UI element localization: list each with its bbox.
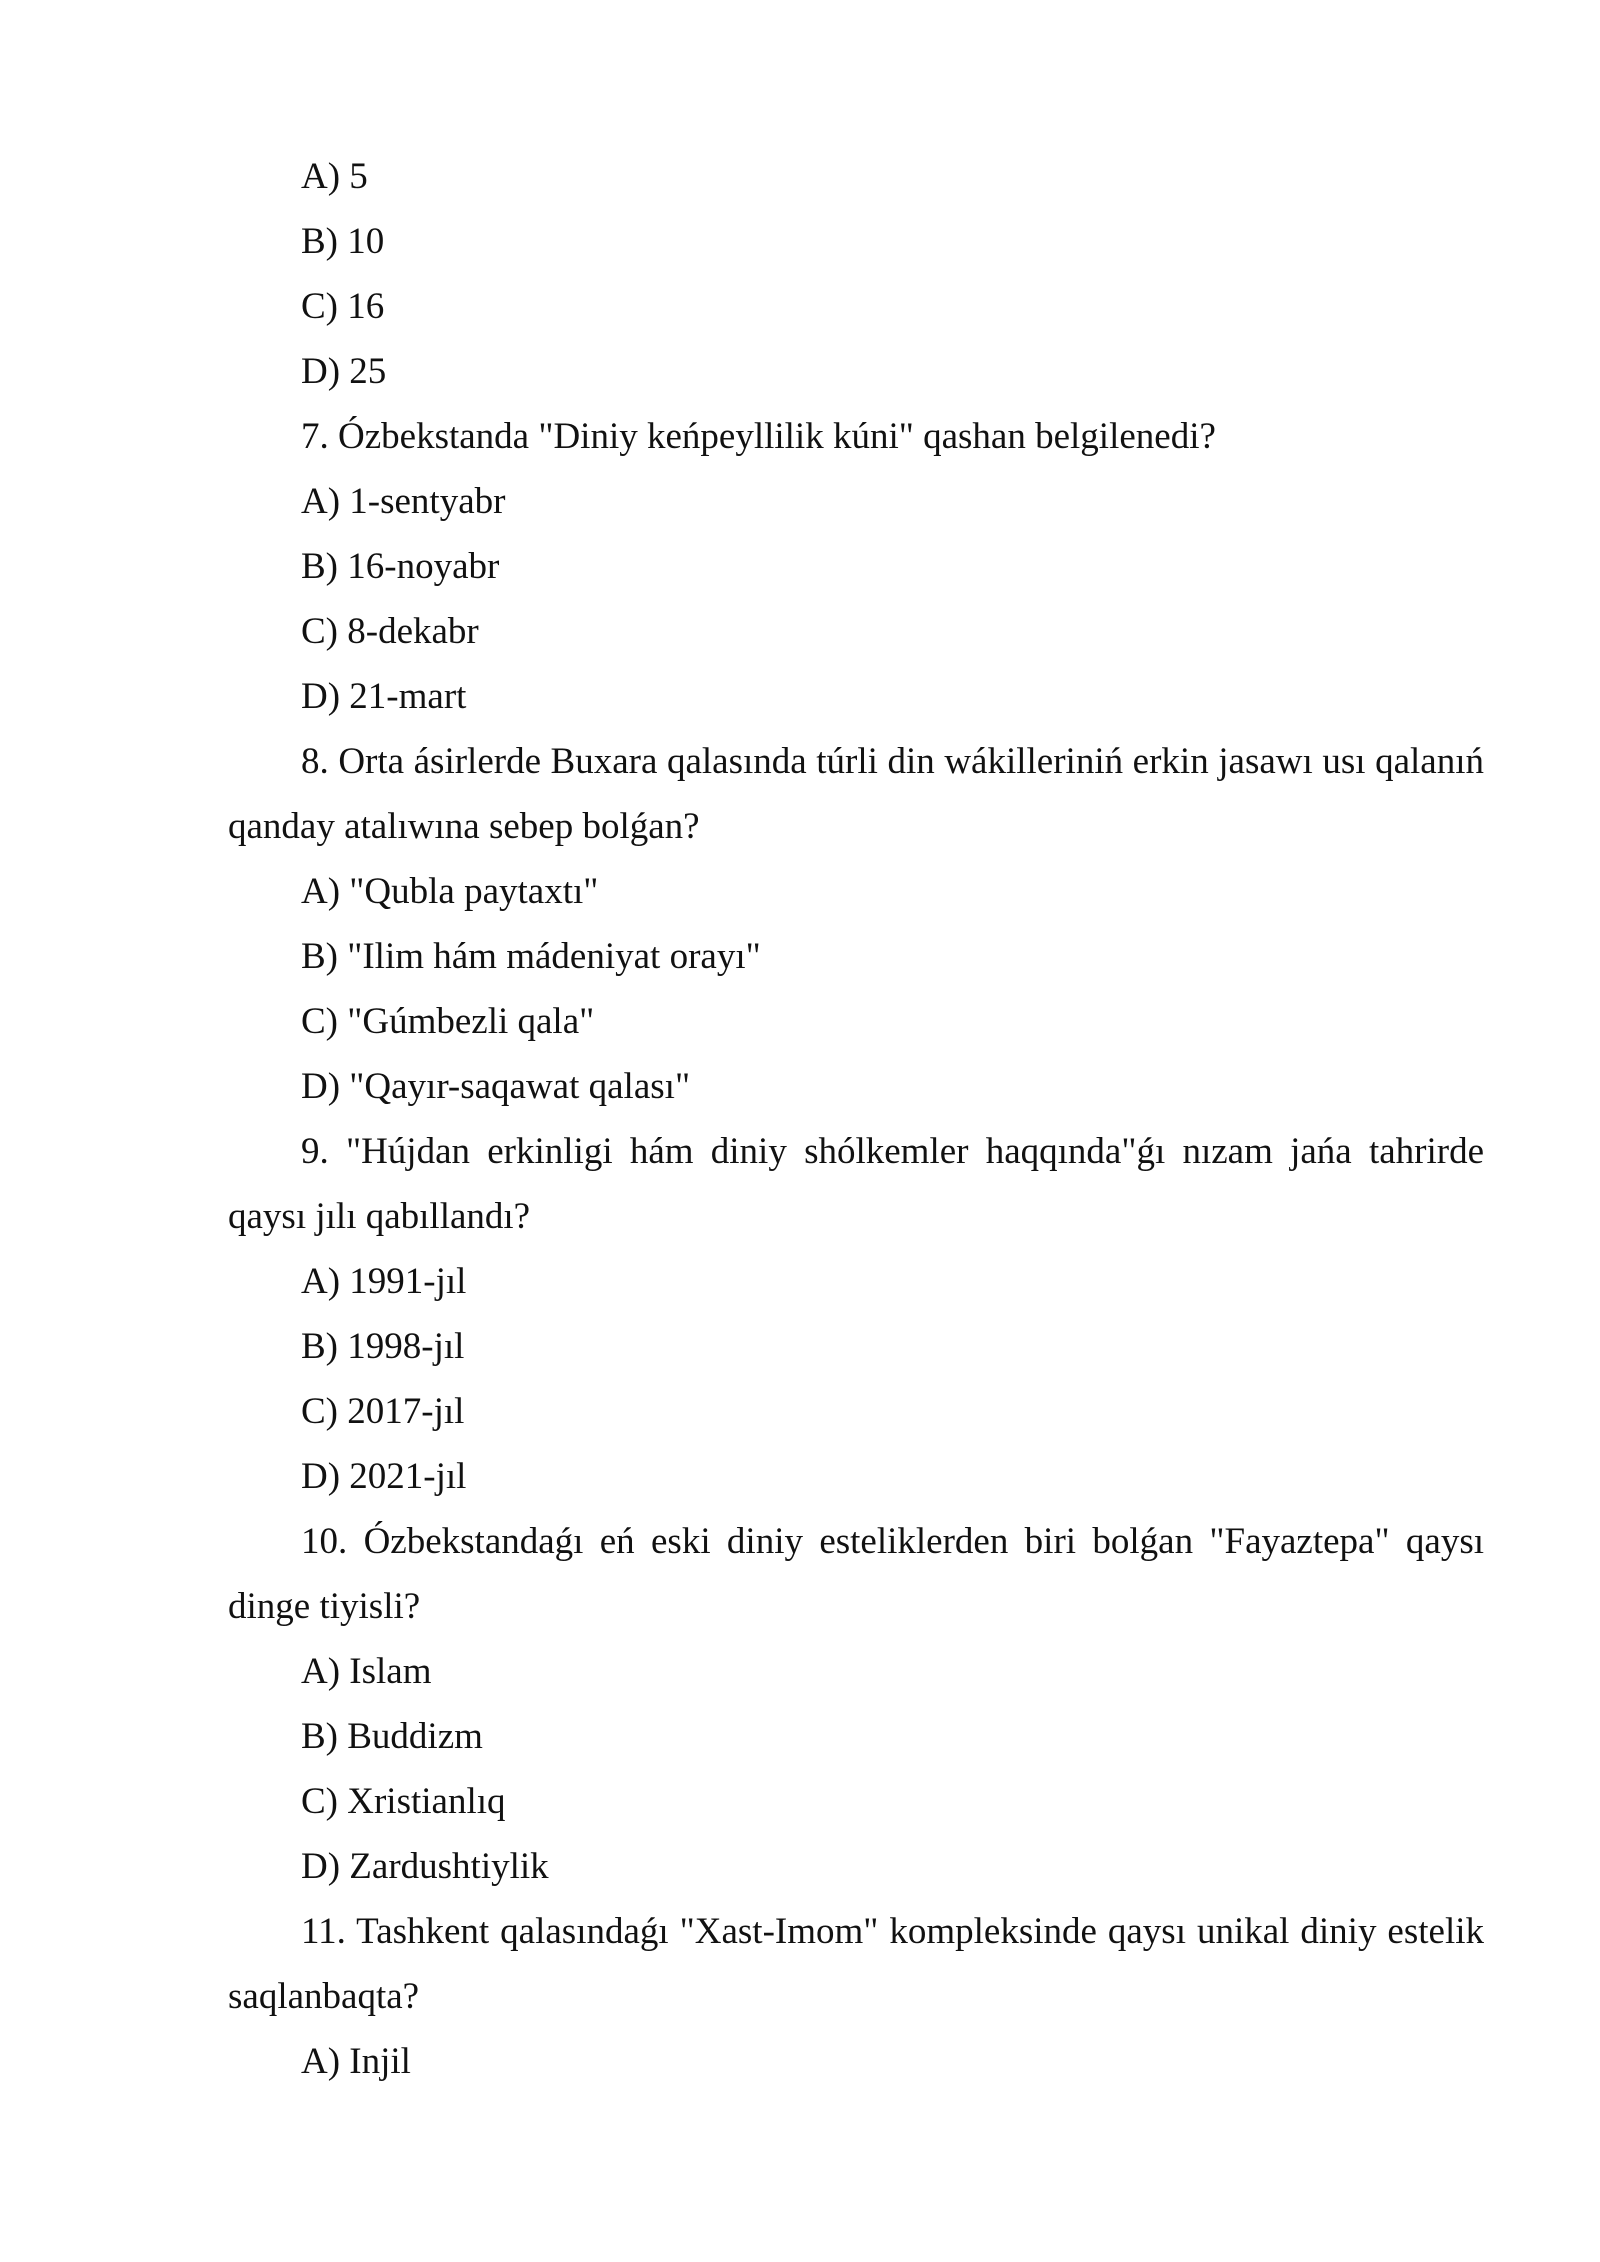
answer-option: D) "Qayır-saqawat qalası" <box>301 1066 691 1107</box>
answer-option: C) "Gúmbezli qala" <box>301 1001 595 1042</box>
document-body <box>228 144 1484 2094</box>
question-text: 9. "Hújdan erkinligi hám diniy shólkemler haqqında"ǵı nızam jańa tahrirde qaysı jılı qabıllandı? <box>228 1131 1484 1237</box>
answer-option: A) Islam <box>301 1651 432 1692</box>
answer-option: C) 8-dekabr <box>301 611 479 652</box>
answer-option: D) 25 <box>301 351 387 392</box>
question-text: 8. Orta ásirlerde Buxara qalasında túrli din wákilleriniń erkin jasawı usı qalanıń qanday atalıwına sebep bolǵan? <box>228 741 1484 847</box>
answer-option: C) 2017-jıl <box>301 1391 465 1432</box>
question-text: 7. Ózbekstanda "Diniy keńpeyllilik kúni" qashan belgilenedi? <box>301 416 1216 457</box>
answer-option: D) 21-mart <box>301 676 467 717</box>
answer-option: B) 1998-jıl <box>301 1326 465 1367</box>
answer-option: B) 10 <box>301 221 385 262</box>
answer-option: D) 2021-jıl <box>301 1456 467 1497</box>
question-text: 10. Ózbekstandaǵı eń eski diniy esteliklerden biri bolǵan "Fayaztepa" qaysı dinge tiyisli? <box>228 1521 1484 1627</box>
answer-option: B) 16-noyabr <box>301 546 500 587</box>
answer-option: D) Zardushtiylik <box>301 1846 549 1887</box>
answer-option: B) Buddizm <box>301 1716 483 1757</box>
answer-option: A) 1991-jıl <box>301 1261 467 1302</box>
answer-option: C) Xristianlıq <box>301 1781 506 1822</box>
question-text: 11. Tashkent qalasındaǵı "Xast-Imom" kompleksinde qaysı unikal diniy estelik saqlanbaqta? <box>228 1911 1484 2017</box>
answer-option: A) "Qubla paytaxtı" <box>301 871 599 912</box>
answer-option: A) 1-sentyabr <box>301 481 506 522</box>
answer-option: C) 16 <box>301 286 385 327</box>
answer-option: A) Injil <box>301 2041 411 2082</box>
answer-option: A) 5 <box>301 156 368 197</box>
answer-option: B) "Ilim hám mádeniyat orayı" <box>301 936 761 977</box>
